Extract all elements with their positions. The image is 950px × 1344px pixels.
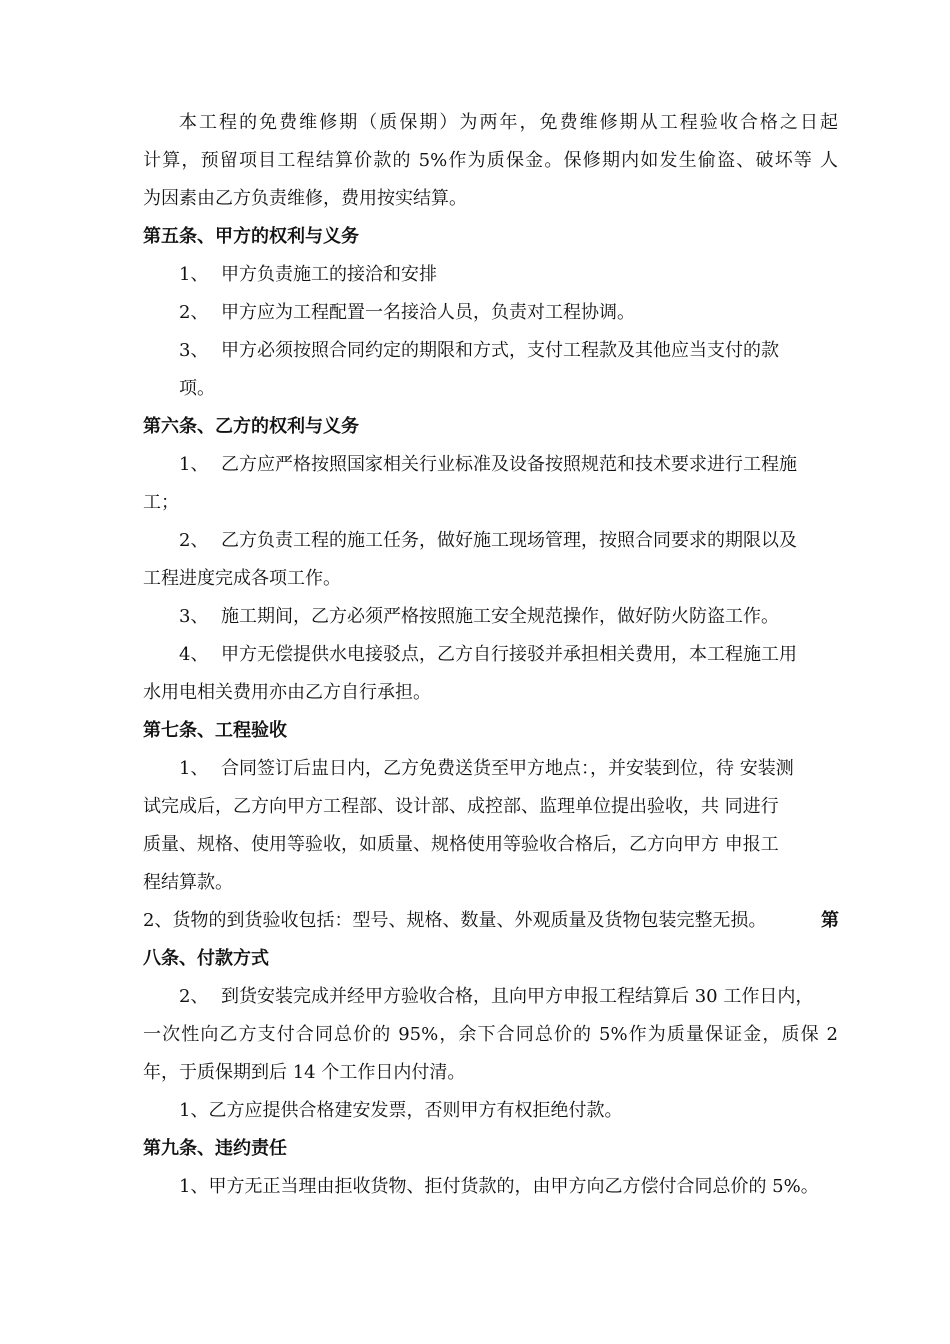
list-text: 合同签订后盅日内，乙方免费送货至甲方地点：，并安装到位，待 安装测 — [221, 758, 794, 779]
list-item — [179, 979, 813, 1015]
list-number: 3、 — [179, 606, 209, 627]
list-item — [179, 295, 635, 331]
paragraph-line: 年，于质保期到后 14 个工作日内付清。 — [143, 1062, 466, 1083]
paragraph-line: 工； — [143, 492, 179, 513]
section-heading-start: 第 — [821, 910, 839, 931]
list-item — [179, 257, 437, 293]
section-heading: 第六条、乙方的权利与义务 — [143, 416, 359, 437]
paragraph-line: 试完成后，乙方向甲方工程部、设计部、成控部、监理单位提出验收，共 同进行 — [143, 796, 779, 817]
list-text: 到货安装完成并经甲方验收合格，且向甲方申报工程结算后 30 工作日内， — [221, 986, 814, 1007]
paragraph-line: 程结算款。 — [143, 872, 233, 893]
paragraph-line: 本工程的免费维修期（质保期）为两年，免费维修期从工程验收合格之日起 — [179, 112, 838, 133]
list-number: 4、 — [179, 644, 209, 665]
paragraph-line: 工程进度完成各项工作。 — [143, 568, 341, 589]
list-number: 2、 — [179, 986, 209, 1007]
paragraph-line: 1、甲方无正当理由拒收货物、拒付货款的，由甲方向乙方偿付合同总价的 5%。 — [179, 1176, 819, 1197]
paragraph-line: 为因素由乙方负责维修，费用按实结算。 — [143, 188, 467, 209]
section-heading: 第七条、工程验收 — [143, 720, 287, 741]
list-text: 施工期间，乙方必须严格按照施工安全规范操作，做好防火防盗工作。 — [221, 606, 779, 627]
list-number: 2、 — [179, 302, 209, 323]
section-heading: 第九条、违约责任 — [143, 1138, 287, 1159]
list-item — [179, 523, 797, 559]
list-item — [179, 599, 779, 635]
list-text: 甲方负责施工的接洽和安排 — [221, 264, 437, 285]
list-item — [179, 637, 797, 673]
list-number: 2、 — [179, 530, 209, 551]
list-text: 乙方应严格按照国家相关行业标准及设备按照规范和技术要求进行工程施 — [221, 454, 797, 475]
list-item — [179, 751, 794, 787]
list-text: 甲方应为工程配置一名接洽人员，负责对工程协调。 — [221, 302, 635, 323]
list-number: 1、 — [179, 454, 209, 475]
section-heading: 八条、付款方式 — [143, 948, 269, 969]
paragraph-line: 项。 — [179, 378, 215, 399]
paragraph-line: 质量、规格、使用等验收，如质量、规格使用等验收合格后，乙方向甲方 申报工 — [143, 834, 779, 855]
list-item — [179, 333, 779, 369]
paragraph-line: 2、货物的到货验收包括：型号、规格、数量、外观质量及货物包装完整无损。 — [143, 910, 767, 931]
list-text: 甲方必须按照合同约定的期限和方式，支付工程款及其他应当支付的款 — [221, 340, 779, 361]
paragraph-line: 一次性向乙方支付合同总价的 95%，余下合同总价的 5%作为质量保证金，质保 2 — [143, 1024, 838, 1045]
list-text: 甲方无偿提供水电接驳点，乙方自行接驳并承担相关费用，本工程施工用 — [221, 644, 797, 665]
paragraph-line: 水用电相关费用亦由乙方自行承担。 — [143, 682, 431, 703]
list-item — [179, 447, 797, 483]
paragraph-line: 1、乙方应提供合格建安发票，否则甲方有权拒绝付款。 — [179, 1100, 623, 1121]
list-number: 3、 — [179, 340, 209, 361]
list-number: 1、 — [179, 758, 209, 779]
paragraph-line: 计算，预留项目工程结算价款的 5%作为质保金。保修期内如发生偷盗、破坏等 人 — [143, 150, 838, 171]
list-number: 1、 — [179, 264, 209, 285]
list-text: 乙方负责工程的施工任务，做好施工现场管理，按照合同要求的期限以及 — [221, 530, 797, 551]
section-heading: 第五条、甲方的权利与义务 — [143, 226, 359, 247]
